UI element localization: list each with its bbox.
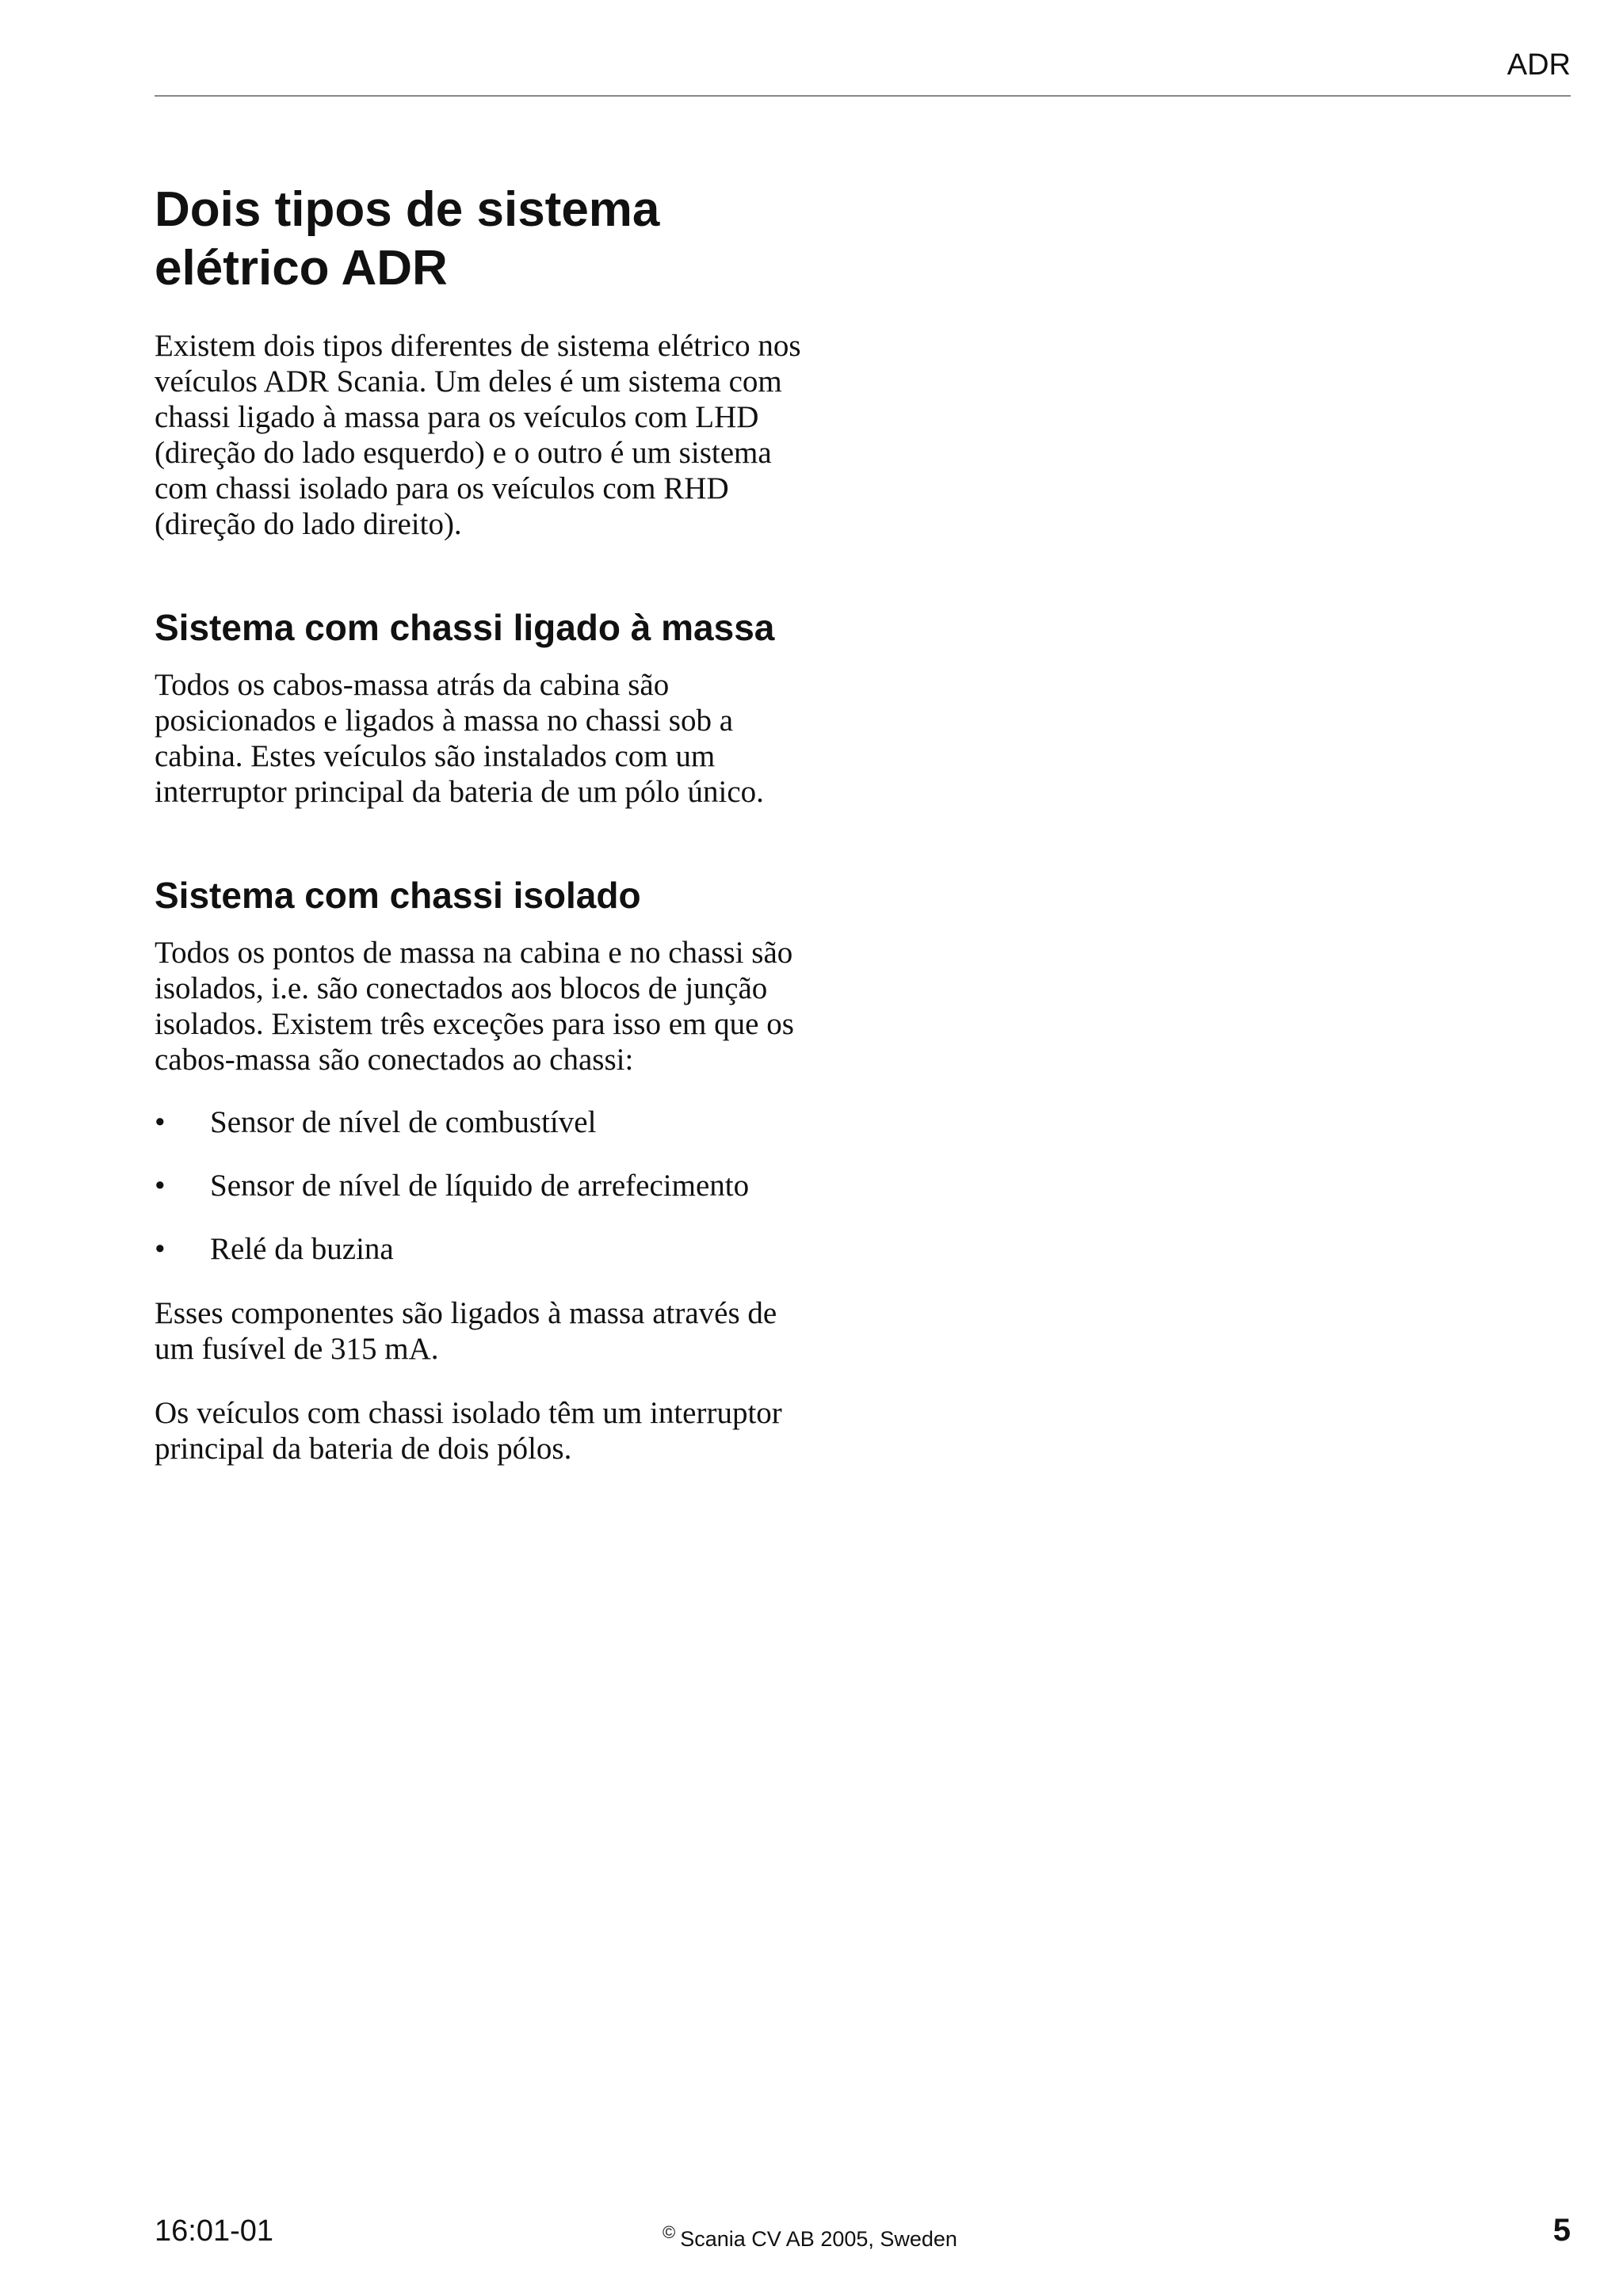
header-divider [155,95,1571,97]
copyright-text: Scania CV AB 2005, Sweden [680,2227,957,2251]
section-body-isolated: Todos os pontos de massa na cabina e no chassi são isolados, i.e. são conectados aos blocos de junção isolados. Existem três exceções para isso em que os cabos-massa são conectados ao chassi: [155,936,794,1077]
copyright-icon: © [663,2222,676,2242]
list-item [155,1104,804,1140]
list-item-text: Sensor de nível de combustível [210,1105,597,1139]
battery-switch-paragraph: Os veículos com chassi isolado têm um interruptor principal da bateria de dois pólos. [155,1396,782,1466]
document-number: 16:01-01 [155,2214,274,2248]
page-title: Dois tipos de sistema elétrico ADR [155,182,660,296]
section-body-grounded: Todos os cabos-massa atrás da cabina são posicionados e ligados à massa no chassi sob a cabina. Estes veículos são instalados com um interruptor principal da bateria de um pólo único. [155,668,764,809]
copyright-notice [663,2218,957,2253]
section-heading-grounded: Sistema com chassi ligado à massa [155,607,775,648]
list-item [155,1231,804,1267]
exceptions-list [155,1104,804,1267]
list-item [155,1168,804,1203]
page-number: 5 [1552,2213,1571,2248]
bullet-icon: • [155,1232,166,1266]
bullet-icon: • [155,1169,166,1203]
list-item-text: Sensor de nível de líquido de arrefecimento [210,1169,750,1203]
list-item-text: Relé da buzina [210,1232,394,1266]
fuse-paragraph: Esses componentes são ligados à massa através de um fusível de 315 mA. [155,1296,777,1366]
page-content [155,181,804,1466]
bullet-icon: • [155,1105,166,1139]
section-heading-isolated: Sistema com chassi isolado [155,875,641,916]
intro-paragraph: Existem dois tipos diferentes de sistema elétrico nos veículos ADR Scania. Um deles é um sistema com chassi ligado à massa para os veículos com LHD (direção do lado esquerdo) e o outro é um sistema com chassi isolado para os veículos com RHD (direção do lado direito). [155,329,801,541]
running-header: ADR [1507,48,1571,82]
